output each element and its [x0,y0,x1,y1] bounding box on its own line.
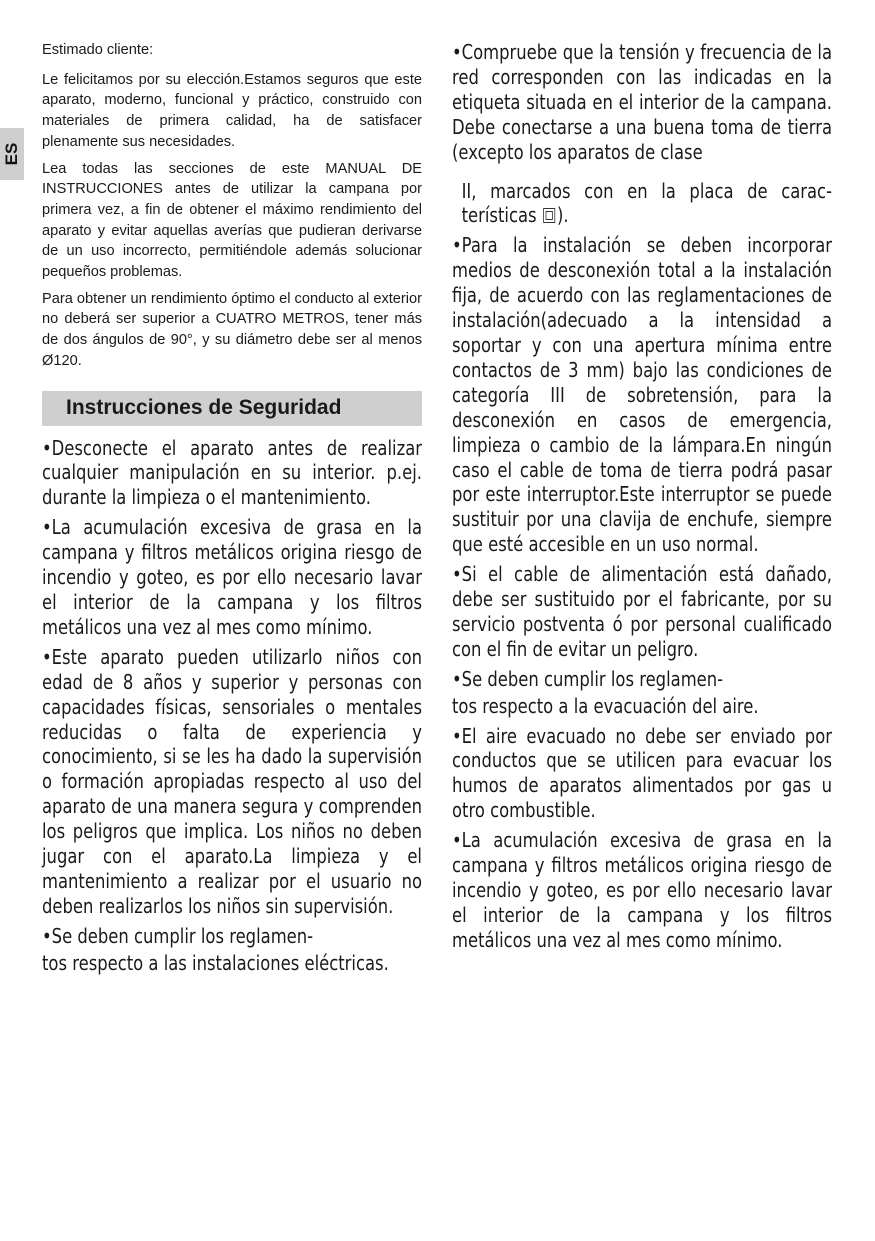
section-title: Instrucciones de Seguridad [42,391,422,426]
intro-greeting: Estimado cliente: [42,42,154,58]
bullet-continuation: tos respecto a las instalaciones eléctricas. [42,950,389,975]
continuation-text: II, marcados con en la placa de carac-terísticas [461,178,832,228]
bullet-continuation [452,179,832,229]
language-tab [0,128,24,180]
safety-bullet: •Se deben cumplir los reglamen- [452,666,724,691]
right-column [452,40,832,958]
safety-bullet: •El aire evacuado no debe ser enviado por conductos que se utilicen para evacuar los humos de aparatos alimentados por gas u otro combustible. [452,723,832,823]
safety-bullet: •Se deben cumplir los reglamen- [42,923,314,948]
safety-bullet: •Compruebe que la tensión y frecuencia de la red corresponden con las indicadas en la etiqueta situada en el interior de la campana. Debe conectarse a una buena toma de tierra (excepto los aparatos de clase [452,40,832,164]
continuation-text-end: ). [556,203,569,228]
safety-bullet: •La acumulación excesiva de grasa en la campana y filtros metálicos origina riesgo de incendio y goteo, es por ello necesario lavar el interior de la campana y los filtros metálicos una vez al mes como mínimo. [42,515,422,639]
intro-paragraph-2: Lea todas las secciones de este MANUAL DE INSTRUCCIONES antes de utilizar la campana por primera vez, a fin de obtener el máximo rendimiento del aparato y evitar aquellas averías que pudieran derivarse de un uso incorrecto, permitiéndole además solucionar pequeños problemas. [42,160,422,281]
safety-bullet: •Este aparato pueden utilizarlo niños con edad de 8 años y superior y personas con capacidades físicas, sensoriales o mentales reducidas o falta de experiencia y conocimiento, si se les ha dado la supervisión o formación apropiadas respecto al uso del aparato de una manera segura y comprenden los peligros que implica. Los niños no deben jugar con el aparato.La limpieza y el mantenimiento a realizar por el usuario no deben realizarlos los niños sin supervisión. [42,644,422,918]
bullet-continuation: tos respecto a la evacuación del aire. [452,693,759,718]
safety-bullet: •La acumulación excesiva de grasa en la campana y filtros metálicos origina riesgo de incendio y goteo, es por ello necesario lavar el interior de la campana y los filtros metálicos una vez al mes como mínimo. [452,828,832,952]
safety-bullet: •Desconecte el aparato antes de realizar cualquier manipulación en su interior. p.ej. durante la limpieza o el mantenimiento. [42,435,422,510]
safety-bullet: •Para la instalación se deben incorporar medios de desconexión total a la instalación fija, de acuerdo con las reglamentaciones de instalación(adecuado a la intensidad a soportar y con una apertura mínima entre contactos de 3 mm) bajo las condiciones de categoría III de sobretensión, para la desconexión en casos de emergencia, limpieza o cambio de la lámpara.En ningún caso el cable de toma de tierra podrá pasar por este interruptor.Este interruptor se puede sustituir por una clavija de enchufe, siempre que esté accesible en un uso normal. [452,233,832,557]
double-insulation-symbol-icon [543,208,555,223]
language-label: ES [2,142,21,166]
intro-paragraph-3: Para obtener un rendimiento óptimo el conducto al exterior no deberá ser superior a CUATRO METROS, tener más de dos ángulos de 90°, y su diámetro debe ser al menos Ø120. [42,290,422,369]
safety-bullet: •Si el cable de alimentación está dañado, debe ser sustituido por el fabricante, por su servicio postventa ó por personal cualificado con el fin de evitar un peligro. [452,562,832,661]
left-bullets [42,436,422,1036]
intro-paragraph-1: Le felicitamos por su elección.Estamos seguros que este aparato, moderno, funcional y práctico, construido con materiales de primera calidad, ha de satisfacer plenamente sus necesidades. [42,71,422,150]
left-column [42,40,422,1036]
